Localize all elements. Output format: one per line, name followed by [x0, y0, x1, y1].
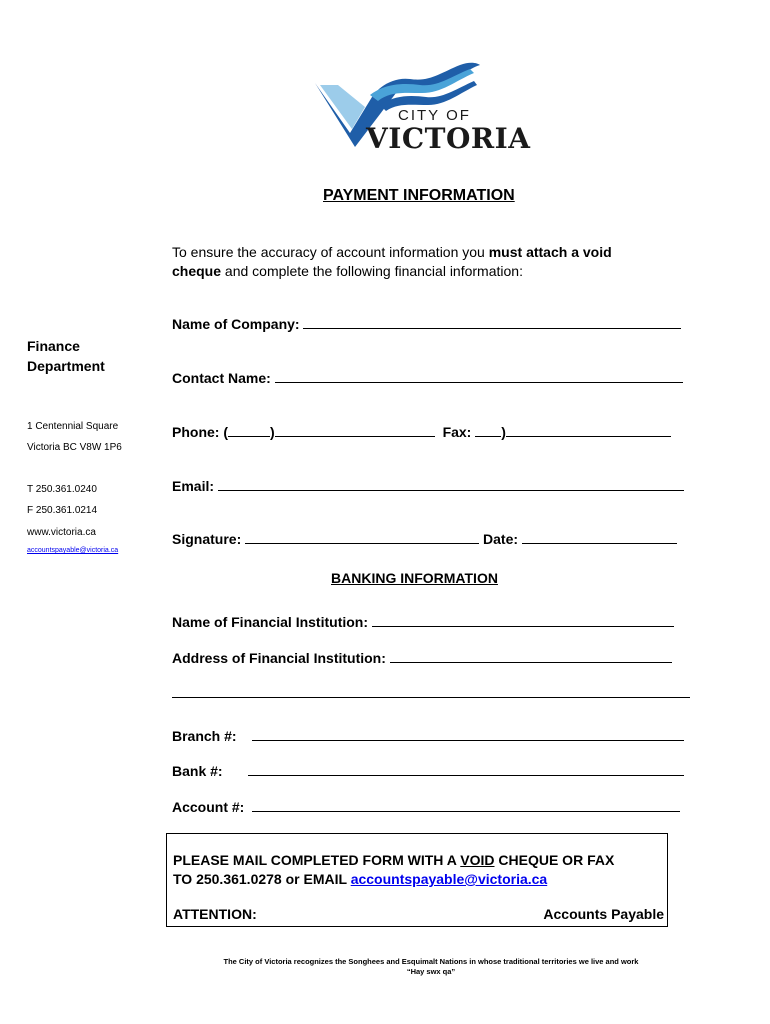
logo-city-of: CITY OF	[398, 107, 471, 124]
institution-row	[172, 612, 674, 630]
mail-instruction-line1	[173, 852, 614, 868]
fax-close-paren: )	[501, 424, 506, 440]
address-line-1: 1 Centennial Square	[27, 421, 119, 432]
signature-field[interactable]	[245, 529, 479, 544]
company-row	[172, 314, 681, 332]
phone-field[interactable]	[275, 422, 435, 437]
bank-label: Bank #:	[172, 763, 223, 779]
logo-victoria: VICTORIA	[366, 122, 531, 155]
company-field[interactable]	[303, 314, 681, 329]
intro-bold2: cheque	[172, 263, 222, 279]
email-row	[172, 476, 684, 494]
intro-text	[172, 243, 672, 281]
institution-label: Name of Financial Institution:	[172, 614, 369, 630]
phone-label: Phone: (	[172, 424, 228, 440]
contact-label: Contact Name:	[172, 370, 271, 386]
date-field[interactable]	[522, 529, 677, 544]
fax-label: Fax:	[442, 424, 472, 440]
date-label: Date:	[483, 531, 519, 547]
account-field[interactable]	[252, 797, 680, 812]
phone-area-field[interactable]	[228, 422, 270, 437]
dept-name-1: Finance	[27, 338, 80, 354]
phone-number: T 250.361.0240	[27, 484, 97, 495]
company-label: Name of Company:	[172, 316, 300, 332]
bank-row	[172, 761, 684, 779]
dept-name-2: Department	[27, 358, 105, 374]
mail-line2-part1: TO 250.361.0278 or EMAIL	[173, 871, 351, 887]
branch-row	[172, 726, 684, 744]
mail-line1-part2: CHEQUE OR FAX	[494, 852, 615, 868]
contact-row	[172, 368, 683, 386]
signature-label: Signature:	[172, 531, 242, 547]
mail-instruction-line2	[173, 871, 547, 887]
intro-part1: To ensure the accuracy of account information you	[172, 244, 489, 260]
account-row	[172, 797, 680, 815]
page-title: PAYMENT INFORMATION	[323, 187, 515, 204]
signature-row	[172, 529, 677, 547]
branch-field[interactable]	[252, 726, 684, 741]
land-acknowledgement: The City of Victoria recognizes the Songhees and Esquimalt Nations in whose traditional territories we live and work	[223, 957, 639, 966]
city-logo	[310, 55, 531, 155]
institution-address-row	[172, 648, 672, 666]
intro-bold1: must attach a void	[488, 244, 612, 260]
branch-label: Branch #:	[172, 728, 237, 744]
email-label: Email:	[172, 478, 215, 494]
intro-part2: and complete the following financial information:	[221, 263, 523, 279]
account-label: Account #:	[172, 799, 245, 815]
sidebar-email-link[interactable]: accountspayable@victoria.ca	[27, 547, 119, 554]
phone-row	[172, 422, 671, 440]
void-word: VOID	[460, 852, 495, 868]
phone-close-paren: )	[270, 424, 275, 440]
institution-address-field-2[interactable]	[172, 683, 690, 698]
website-link[interactable]: www.victoria.ca	[27, 527, 96, 538]
mail-instructions-box	[166, 833, 668, 927]
fax-field[interactable]	[506, 422, 671, 437]
banking-heading: BANKING INFORMATION	[331, 570, 498, 586]
institution-address-label: Address of Financial Institution:	[172, 650, 386, 666]
address-line-2: Victoria BC V8W 1P6	[27, 442, 122, 453]
fax-number: F 250.361.0214	[27, 505, 98, 516]
contact-field[interactable]	[275, 368, 683, 383]
email-field[interactable]	[218, 476, 684, 491]
institution-field[interactable]	[372, 612, 674, 627]
mail-line1-part1: PLEASE MAIL COMPLETED FORM WITH A	[173, 852, 461, 868]
institution-address-field[interactable]	[390, 648, 672, 663]
mailbox-email-link[interactable]: accountspayable@victoria.ca	[350, 871, 548, 887]
land-acknowledgement-phrase: “Hay swx qa”	[406, 967, 456, 976]
bank-field[interactable]	[248, 761, 684, 776]
attention-recipient: Accounts Payable	[543, 906, 664, 922]
attention-label: ATTENTION:	[173, 906, 257, 922]
fax-area-field[interactable]	[475, 422, 501, 437]
